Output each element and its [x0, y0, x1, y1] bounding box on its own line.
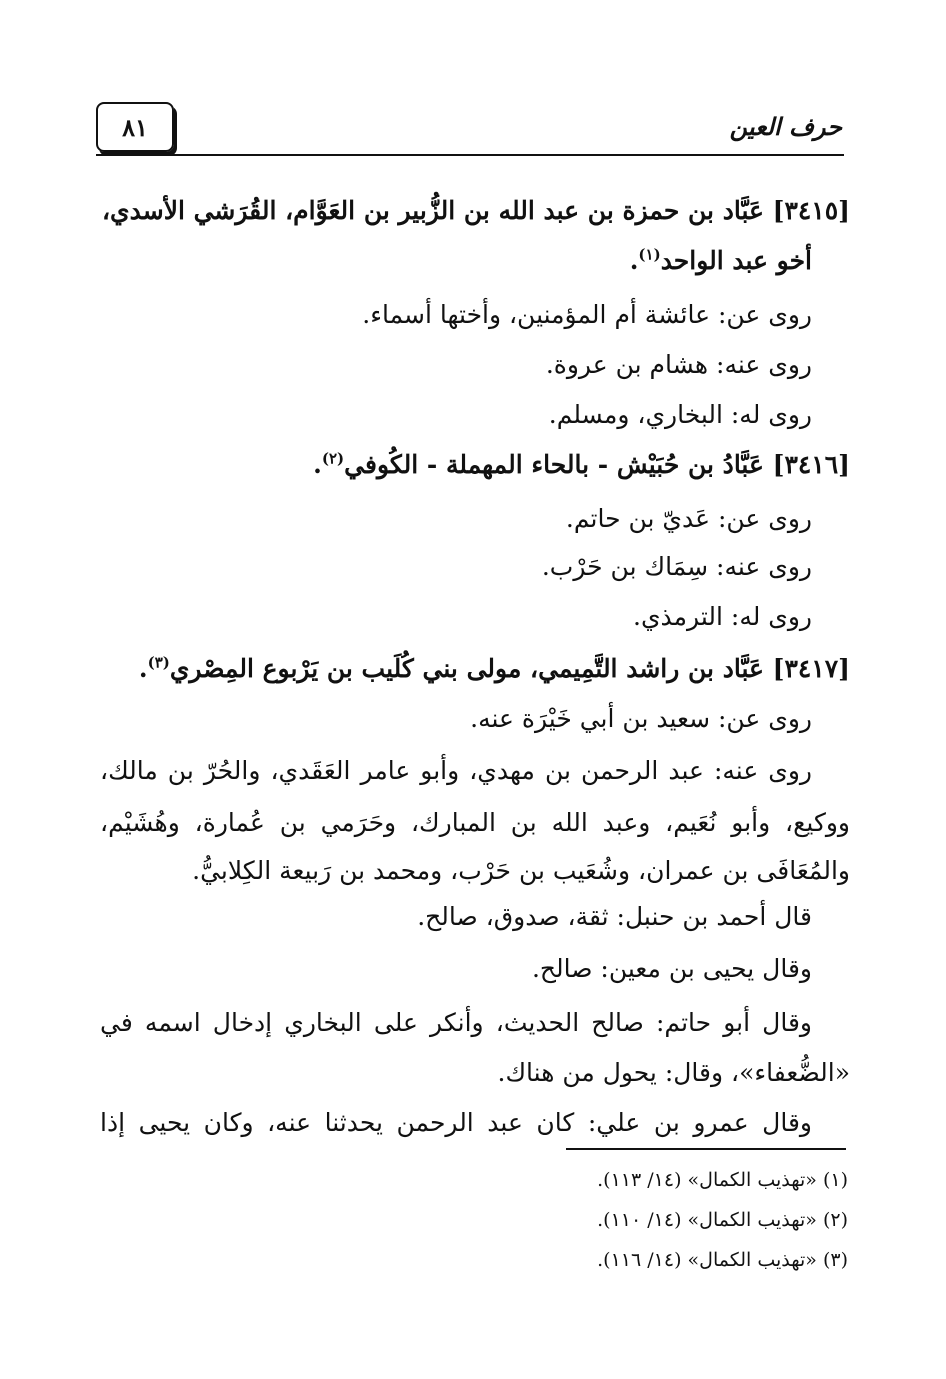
entry-3417-heading-text: [٣٤١٧] عَبَّاد بن راشد التَّمِيمي، مولى بني كُلَيب بن يَرْبوع المِصْري [169, 654, 850, 683]
entry-3417-quote-ahmad: قال أحمد بن حنبل: ثقة، صدوق، صالح. [417, 902, 812, 931]
entry-3415-heading-end: . [629, 246, 639, 275]
entry-3416-heading-text: [٣٤١٦] عَبَّادُ بن حُبَيْش - بالحاء المهملة - الكُوفي [344, 450, 850, 479]
entry-3415-heading: [٣٤١٥] عَبَّاد بن حمزة بن عبد الله بن الزُّبير بن العَوَّام، القُرَشي الأسدي، [101, 196, 850, 225]
footnote-3: (٣) «تهذيب الكمال» (١٤/ ١١٦). [597, 1249, 848, 1271]
entry-3415-rawa-anhu: روى عنه: هشام بن عروة. [545, 350, 812, 379]
header-rule [96, 154, 844, 156]
entry-3416-rawa-an: روى عن: عَديّ بن حاتم. [565, 504, 812, 533]
entry-3417-heading [100, 650, 850, 688]
footnote-rule [566, 1148, 846, 1150]
entry-3417-heading-end: . [138, 654, 148, 683]
entry-3416-heading [100, 446, 850, 484]
footnote-ref-2: (٢) [321, 449, 345, 468]
entry-3417-rawa-anhu-3: والمُعَافَى بن عمران، وشُعَيب بن حَرْب، ومحمد بن رَبيعة الكِلابيُّ. [192, 856, 850, 885]
page-number: ٨١ [96, 102, 174, 152]
entry-3416-heading-end: . [313, 450, 322, 479]
page-header [96, 102, 844, 158]
entry-3416-rawa-lahu: روى له: الترمذي. [633, 602, 812, 631]
entry-3417-quote-abu-hatim-2: «الضُّعفاء»، وقال: يحول من هناك. [497, 1058, 850, 1087]
entry-3415-heading-cont [100, 242, 812, 280]
entry-3415-rawa-an: روى عن: عائشة أم المؤمنين، وأختها أسماء. [362, 300, 812, 329]
footnote-ref-3: (٣) [147, 653, 170, 672]
footnote-1: (١) «تهذيب الكمال» (١٤/ ١١٣). [597, 1169, 848, 1191]
footnote-ref-1: (١) [638, 245, 661, 264]
entry-3415-rawa-lahu: روى له: البخاري، ومسلم. [548, 400, 812, 429]
entry-3417-rawa-anhu-1: روى عنه: عبد الرحمن بن مهدي، وأبو عامر العَقَدي، والحُرّ بن مالك، [100, 756, 812, 785]
entry-3416-rawa-anhu: روى عنه: سِمَاك بن حَرْب. [541, 552, 812, 581]
entry-3417-rawa-anhu-2: ووكيع، وأبو نُعَيم، وعبد الله بن المبارك، وحَرَمي بن عُمارة، وهُشَيْم، [100, 808, 850, 837]
entry-3417-quote-yahya: وقال يحيى بن معين: صالح. [531, 954, 812, 983]
footnote-2: (٢) «تهذيب الكمال» (١٤/ ١١٠). [597, 1209, 848, 1231]
entry-3417-quote-amr: وقال عمرو بن علي: كان عبد الرحمن يحدثنا عنه، وكان يحيى إذا [100, 1108, 812, 1137]
entry-3417-quote-abu-hatim-1: وقال أبو حاتم: صالح الحديث، وأنكر على البخاري إدخال اسمه في [100, 1008, 812, 1037]
running-head: حرف العين [729, 112, 842, 141]
entry-3415-heading-text: أخو عبد الواحد [660, 246, 812, 275]
entry-3417-rawa-an: روى عن: سعيد بن أبي خَيْرَة عنه. [470, 704, 812, 733]
